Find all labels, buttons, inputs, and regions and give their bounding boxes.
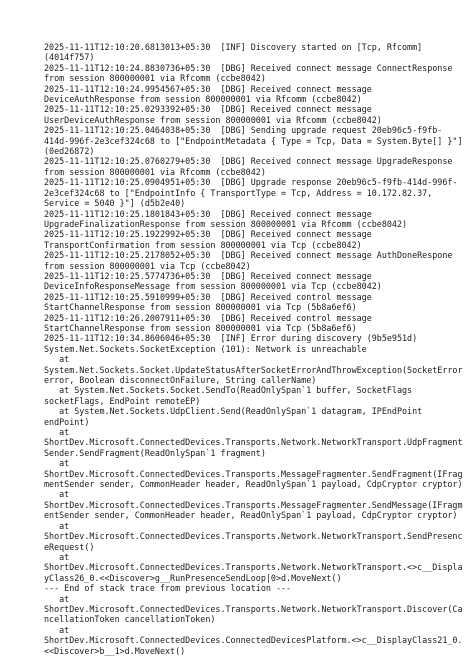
log-line: ShortDev.Microsoft.ConnectedDevices.Transports.Network.NetworkTransport.UdpFragment <box>44 437 463 448</box>
log-line: Sender.SendFragment(ReadOnlySpan`1 fragment) <box>44 447 266 458</box>
log-line: (0ed26872) <box>44 146 95 157</box>
log-line: UserDeviceAuthResponse from session 800000001 via Rfcomm (ccbe8042) <box>44 114 382 125</box>
log-line: System.Net.Sockets.Socket.UpdateStatusAfterSocketErrorAndThrowException(SocketError <box>44 364 463 375</box>
log-line: <<Discover>b__1>d.MoveNext() <box>44 645 186 656</box>
log-line: 2025-11-11T12:10:25.1801843+05:30 [DBG] Received connect message <box>44 208 372 219</box>
log-line: from session 800000001 via Rfcomm (ccbe8042) <box>44 73 266 84</box>
log-line: 2025-11-11T12:10:24.8830736+05:30 [DBG] Received connect message ConnectResponse <box>44 62 453 73</box>
log-line: 2025-11-11T12:10:25.0293392+05:30 [DBG] Received connect message <box>44 104 372 115</box>
log-document <box>44 42 464 656</box>
log-line: from session 800000001 via Rfcomm (ccbe8042) <box>44 166 266 177</box>
log-line: 2025-11-11T12:10:25.0760279+05:30 [DBG] Received connect message UpgradeResponse <box>44 156 453 167</box>
log-line: at <box>44 520 70 531</box>
log-line: ShortDev.Microsoft.ConnectedDevices.Transports.MessageFragmenter.SendMessage(IFragm <box>44 499 463 510</box>
log-line: 2025-11-11T12:10:34.8606046+05:30 [INF] Error during discovery (9b5e951d) <box>44 333 418 344</box>
log-line: 2025-11-11T12:10:25.0464038+05:30 [DBG] Sending upgrade request 20eb96c5-f9fb- <box>44 125 443 136</box>
log-line: DeviceInfoResponseMessage from session 800000001 via Tcp (ccbe8042) <box>44 281 382 292</box>
log-line: 2025-11-11T12:10:25.5774736+05:30 [DBG] Received connect message <box>44 270 372 281</box>
log-line: DeviceAuthResponse from session 800000001 via Rfcomm (ccbe8042) <box>44 94 362 105</box>
log-line: TransportConfirmation from session 800000001 via Tcp (ccbe8042) <box>44 239 362 250</box>
log-line: error, Boolean disconnectOnFailure, String callerName) <box>44 375 317 385</box>
log-line: 2025-11-11T12:10:25.2178052+05:30 [DBG] Received connect message AuthDoneRespone <box>44 250 453 261</box>
log-line: endPoint) <box>44 416 90 427</box>
log-line: --- End of stack trace from previous location --- <box>44 583 292 594</box>
log-line: 2025-11-11T12:10:26.2007911+05:30 [DBG] Received control message <box>44 312 372 323</box>
log-line: ShortDev.Microsoft.ConnectedDevices.Transports.Network.NetworkTransport.SendPresenc <box>44 531 463 542</box>
log-line: Service = 5040 }"] (d5b2e40) <box>44 198 186 209</box>
log-line: at System.Net.Sockets.Socket.SendTo(ReadOnlySpan`1 buffer, SocketFlags <box>44 385 413 396</box>
log-line: StartChannelResponse from session 800000001 via Tcp (5b8a6ef6) <box>44 302 357 313</box>
log-line: 2025-11-11T12:10:25.0904951+05:30 [DBG] Upgrade response 20eb96c5-f9fb-414d-996f- <box>44 177 458 188</box>
log-line: at <box>44 489 70 500</box>
log-line: mentSender sender, CommonHeader header, ReadOnlySpan`1 payload, CdpCryptor cryptor) <box>44 479 463 490</box>
log-line: UpgradeFinalizationResponse from session 800000001 via Rfcomm (ccbe8042) <box>44 218 408 229</box>
log-line: at <box>44 458 70 469</box>
log-line: System.Net.Sockets.SocketException (101): Network is unreachable <box>44 343 367 354</box>
log-line: ncellationToken cancellationToken) <box>44 614 216 625</box>
log-line: from session 800000001 via Tcp (ccbe8042) <box>44 260 251 271</box>
log-line: ShortDev.Microsoft.ConnectedDevices.ConnectedDevicesPlatform.<>c__DisplayClass21_0. <box>44 635 463 646</box>
log-line: ShortDev.Microsoft.ConnectedDevices.Transports.Network.NetworkTransport.Discover(Ca <box>44 603 463 614</box>
log-line: 2025-11-11T12:10:20.6813013+05:30 [INF] Discovery started on [Tcp, Rfcomm] <box>44 42 423 52</box>
log-line: StartChannelResponse from session 800000001 via Tcp (5b8a6ef6) <box>44 322 357 333</box>
log-line: yClass26_0.<<Discover>g__RunPresenceSendLoop|0>d.MoveNext() <box>44 572 342 583</box>
log-line: at <box>44 593 70 604</box>
log-line: socketFlags, EndPoint remoteEP) <box>44 395 201 406</box>
log-line: at <box>44 427 70 438</box>
log-line: 2025-11-11T12:10:25.1922992+05:30 [DBG] Received connect message <box>44 229 372 240</box>
log-line: ShortDev.Microsoft.ConnectedDevices.Transports.Network.NetworkTransport.<>c__Displa <box>44 562 463 573</box>
log-line: ShortDev.Microsoft.ConnectedDevices.Transports.MessageFragmenter.SendFragment(IFrag <box>44 468 463 479</box>
log-line: eRequest() <box>44 541 95 552</box>
log-line: entSender sender, CommonHeader header, ReadOnlySpan`1 payload, CdpCryptor cryptor) <box>44 510 458 521</box>
log-line: at System.Net.Sockets.UdpClient.Send(ReadOnlySpan`1 datagram, IPEndPoint <box>44 406 423 417</box>
log-line: at <box>44 551 70 562</box>
log-line: 2025-11-11T12:10:25.5910999+05:30 [DBG] Received control message <box>44 291 372 302</box>
log-line: 414d-996f-2e3cef324c68 to ["EndpointMetadata { Type = Tcp, Data = System.Byte[] }"] <box>44 135 463 146</box>
log-line: 2e3cef324c68 to ["EndpointInfo { TransportType = Tcp, Address = 10.172.82.37, <box>44 187 433 198</box>
log-line: at <box>44 354 70 365</box>
log-line: 2025-11-11T12:10:24.9954567+05:30 [DBG] Received connect message <box>44 83 372 94</box>
log-line: (4014f757) <box>44 52 95 63</box>
log-line: at <box>44 624 70 635</box>
